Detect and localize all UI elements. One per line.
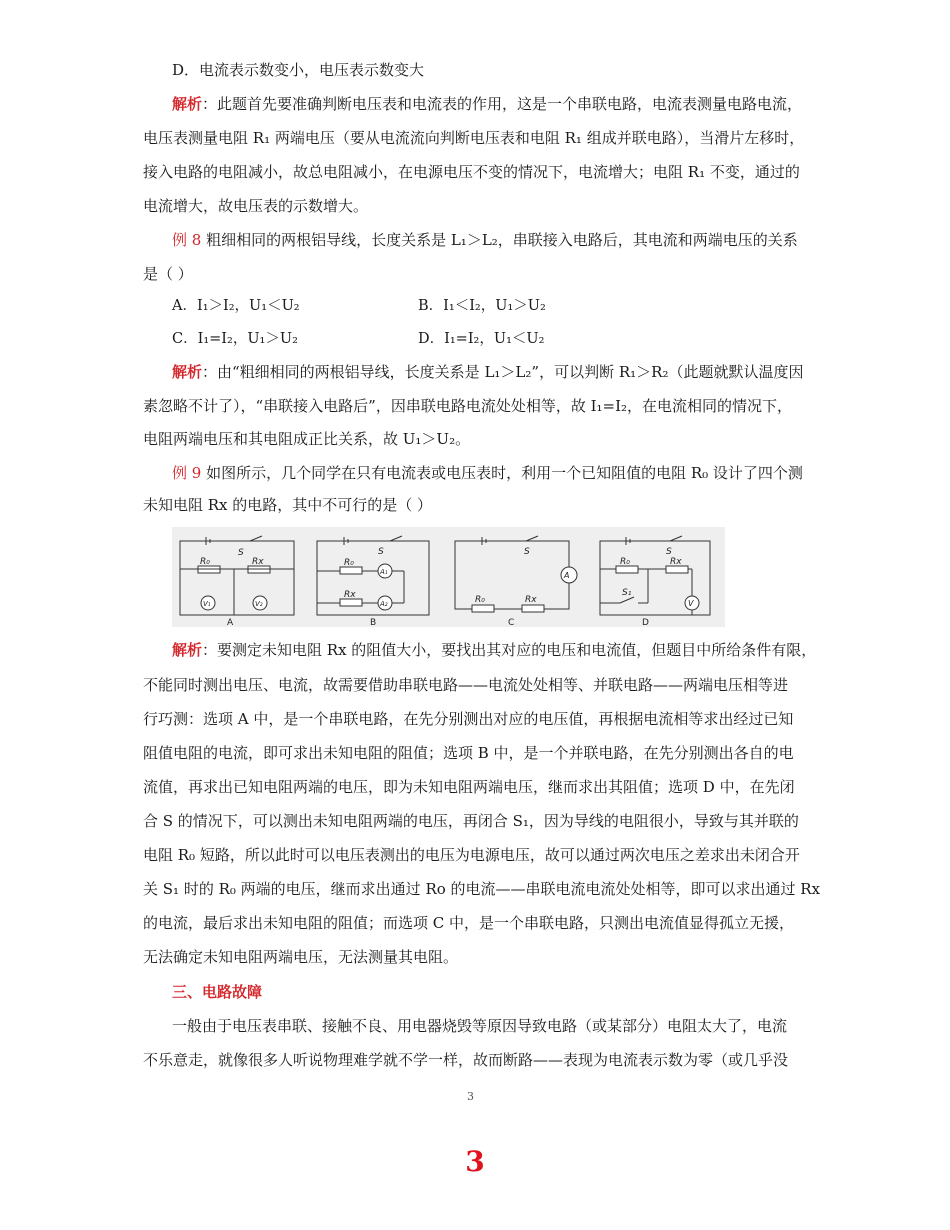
- svg-text:A₁: A₁: [380, 568, 388, 576]
- option-c: C．I₁=I₂，U₁＞U₂: [172, 331, 298, 347]
- text-line: 一般由于电压表串联、接触不良、用电器烧毁等原因导致电路（或某部分）电阻太大了，电流: [172, 1017, 788, 1035]
- example-9-question: [172, 463, 803, 483]
- svg-text:D: D: [642, 618, 649, 627]
- label-a-switch: S: [238, 548, 244, 558]
- svg-text:V: V: [688, 599, 694, 608]
- option-b: B．I₁＜I₂，U₁＞U₂: [418, 298, 546, 314]
- label-a-r0: R₀: [200, 557, 210, 567]
- page-number-small: 3: [467, 1090, 474, 1103]
- svg-text:S: S: [666, 547, 672, 557]
- question-text: 如图所示，几个同学在只有电流表或电压表时，利用一个已知阻值的电阻 R₀ 设计了四个测: [201, 464, 803, 482]
- svg-text:S₁: S₁: [622, 588, 632, 598]
- text-line: 电压表测量电阻 R₁ 两端电压（要从电流流向判断电压表和电阻 R₁ 组成并联电路），当滑片左移时，: [143, 129, 805, 147]
- circuit-d: [600, 536, 710, 615]
- option-d: D．I₁=I₂，U₁＜U₂: [418, 331, 545, 347]
- example-label: 例 9: [172, 464, 202, 482]
- analysis-text: ：要测定未知电阻 Rx 的阻值大小，要找出其对应的电压和电流值，但题目中所给条件有限，: [202, 641, 817, 659]
- svg-text:R₀: R₀: [475, 595, 485, 605]
- text-line: 合 S 的情况下，可以测出未知电阻两端的电压，再闭合 S₁，因为导线的电阻很小，导致与其并联的: [143, 812, 799, 830]
- analysis-label: 解析: [172, 363, 203, 381]
- text-line: 的电流，最后求出未知电阻的阻值；而选项 C 中，是一个串联电路，只测出电流值显得孤立无援，: [143, 914, 795, 932]
- text-line: 关 S₁ 时的 R₀ 两端的电压，继而求出通过 Ro 的电流——串联电流电流处处相等，即可以求出通过 Rx: [143, 880, 821, 898]
- page-number-large: 3: [465, 1145, 485, 1178]
- svg-text:A: A: [227, 618, 234, 627]
- analysis-label: 解析: [172, 95, 203, 113]
- analysis-label: 解析: [172, 641, 203, 659]
- svg-text:Rx: Rx: [670, 557, 682, 567]
- text-line: 行巧测：选项 A 中，是一个串联电路，在先分别测出对应的电压值，再根据电流相等求出经过已知: [143, 710, 794, 728]
- section-heading: 三、电路故障: [172, 983, 263, 1001]
- analysis-paragraph-2: [172, 362, 803, 382]
- svg-text:B: B: [370, 618, 377, 627]
- svg-text:S: S: [378, 547, 384, 557]
- svg-text:C: C: [508, 618, 515, 627]
- analysis-text: ：由“粗细相同的两根铝导线，长度关系是 L₁＞L₂”，可以判断 R₁＞R₂（此题就默认温度因: [202, 363, 804, 381]
- circuit-a: [180, 536, 294, 615]
- circuit-diagrams-figure: [172, 527, 725, 627]
- analysis-paragraph-1: [172, 94, 802, 114]
- option-a: A．I₁＞I₂，U₁＜U₂: [172, 298, 300, 314]
- analysis-text: ：此题首先要准确判断电压表和电流表的作用，这是一个串联电路，电流表测量电路电流，: [202, 95, 803, 113]
- circuit-c: [455, 536, 577, 612]
- text-line: 电阻 R₀ 短路，所以此时可以电压表测出的电压为电源电压，故可以通过两次电压之差求出未闭合开: [143, 846, 800, 864]
- question-text: 粗细相同的两根铝导线，长度关系是 L₁＞L₂，串联接入电路后，其电流和两端电压的关系: [201, 231, 798, 249]
- text-line: 素忽略不计了），“串联接入电路后”，因串联电路电流处处相等，故 I₁=I₂，在电流相同的情况下，: [143, 397, 793, 415]
- svg-text:V₁: V₁: [203, 600, 211, 608]
- circuit-b: [317, 536, 429, 615]
- svg-text:R₀: R₀: [620, 557, 630, 567]
- text-line: 是（ ）: [143, 265, 193, 283]
- svg-text:S: S: [524, 547, 530, 557]
- svg-text:R₀: R₀: [344, 558, 354, 568]
- text-line: 电流增大，故电压表的示数增大。: [143, 197, 369, 215]
- option-d-previous: D．电流表示数变小，电压表示数变大: [172, 61, 425, 79]
- text-line: 无法确定未知电阻两端电压，无法测量其电阻。: [143, 948, 459, 966]
- text-line: 未知电阻 Rx 的电路，其中不可行的是（ ）: [143, 496, 433, 514]
- text-line: 不能同时测出电压、电流，故需要借助串联电路——电流处处相等、并联电路——两端电压相等进: [143, 676, 789, 694]
- svg-text:Rx: Rx: [525, 595, 537, 605]
- example-8-question: [172, 230, 798, 250]
- svg-text:A₂: A₂: [380, 600, 388, 608]
- text-line: 流值，再求出已知电阻两端的电压，即为未知电阻两端电压，继而求出其阻值；选项 D 中，在先闭: [143, 778, 795, 796]
- label-a-rx: Rx: [252, 557, 264, 567]
- text-line: 电阻两端电压和其电阻成正比关系，故 U₁＞U₂。: [143, 430, 471, 448]
- text-line: 不乐意走，就像很多人听说物理难学就不学一样，故而断路——表现为电流表示数为零（或几乎没: [143, 1051, 789, 1069]
- analysis-paragraph-3: [172, 640, 816, 660]
- svg-text:Rx: Rx: [344, 590, 356, 600]
- svg-text:A: A: [564, 571, 570, 580]
- example-label: 例 8: [172, 231, 202, 249]
- text-line: 接入电路的电阻减小，故总电阻减小，在电源电压不变的情况下，电流增大；电阻 R₁ 不变，通过的: [143, 163, 800, 181]
- text-line: 阻值电阻的电流，即可求出未知电阻的阻值；选项 B 中，是一个并联电路，在先分别测出各自的电: [143, 744, 794, 762]
- svg-text:V₂: V₂: [255, 600, 263, 608]
